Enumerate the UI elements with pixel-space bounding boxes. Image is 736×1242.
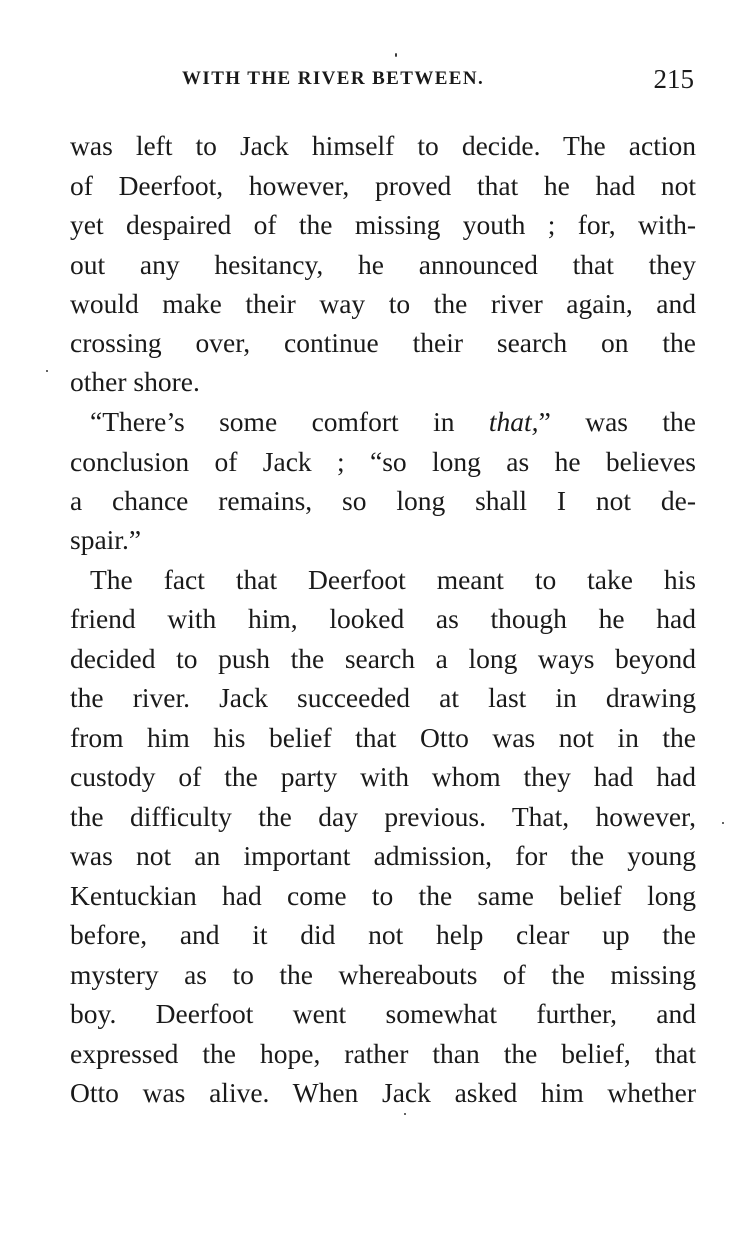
- text-line: custody of the party with whom they had had: [70, 761, 696, 792]
- ink-speck: [722, 822, 724, 824]
- running-head: [182, 64, 694, 96]
- ink-speck: [404, 1113, 406, 1115]
- text-line: from him his belief that Otto was not in the: [70, 722, 696, 753]
- text-line: yet despaired of the missing youth ; for, with-: [70, 209, 696, 240]
- ink-speck: [395, 53, 397, 57]
- text-line: the difficulty the day previous. That, however,: [70, 801, 696, 832]
- text-segment: “There’s some comfort in: [90, 406, 489, 437]
- text-line: expressed the hope, rather than the belief, that: [70, 1038, 696, 1069]
- text-line: mystery as to the whereabouts of the missing: [70, 959, 696, 990]
- text-line: decided to push the search a long ways beyond: [70, 643, 696, 674]
- text-line: out any hesitancy, he announced that they: [70, 249, 696, 280]
- text-line: other shore.: [70, 366, 200, 397]
- text-line: was left to Jack himself to decide. The action: [70, 130, 696, 161]
- text-line: would make their way to the river again, and: [70, 288, 696, 319]
- text-line: Otto was alive. When Jack asked him whether: [70, 1077, 696, 1108]
- text-line: friend with him, looked as though he had: [70, 603, 696, 634]
- text-line: a chance remains, so long shall I not de-: [70, 485, 696, 516]
- text-line: spair.”: [70, 524, 142, 555]
- text-line-with-italic: [70, 402, 696, 442]
- text-line: crossing over, continue their search on the: [70, 327, 696, 358]
- text-line: Kentuckian had come to the same belief long: [70, 880, 696, 911]
- text-segment: ” was the: [538, 406, 697, 437]
- ink-speck: [46, 370, 48, 372]
- text-line: was not an important admission, for the young: [70, 840, 696, 871]
- running-title: WITH THE RIVER BETWEEN.: [182, 68, 485, 89]
- text-line: conclusion of Jack ; “so long as he believes: [70, 446, 696, 477]
- text-line: the river. Jack succeeded at last in drawing: [70, 682, 696, 713]
- text-line: of Deerfoot, however, proved that he had not: [70, 170, 696, 201]
- italic-word: that,: [488, 406, 539, 437]
- text-line: before, and it did not help clear up the: [70, 919, 696, 950]
- text-line: boy. Deerfoot went somewhat further, and: [70, 998, 696, 1029]
- text-line: The fact that Deerfoot meant to take his: [90, 564, 696, 595]
- page-number: 215: [653, 64, 694, 94]
